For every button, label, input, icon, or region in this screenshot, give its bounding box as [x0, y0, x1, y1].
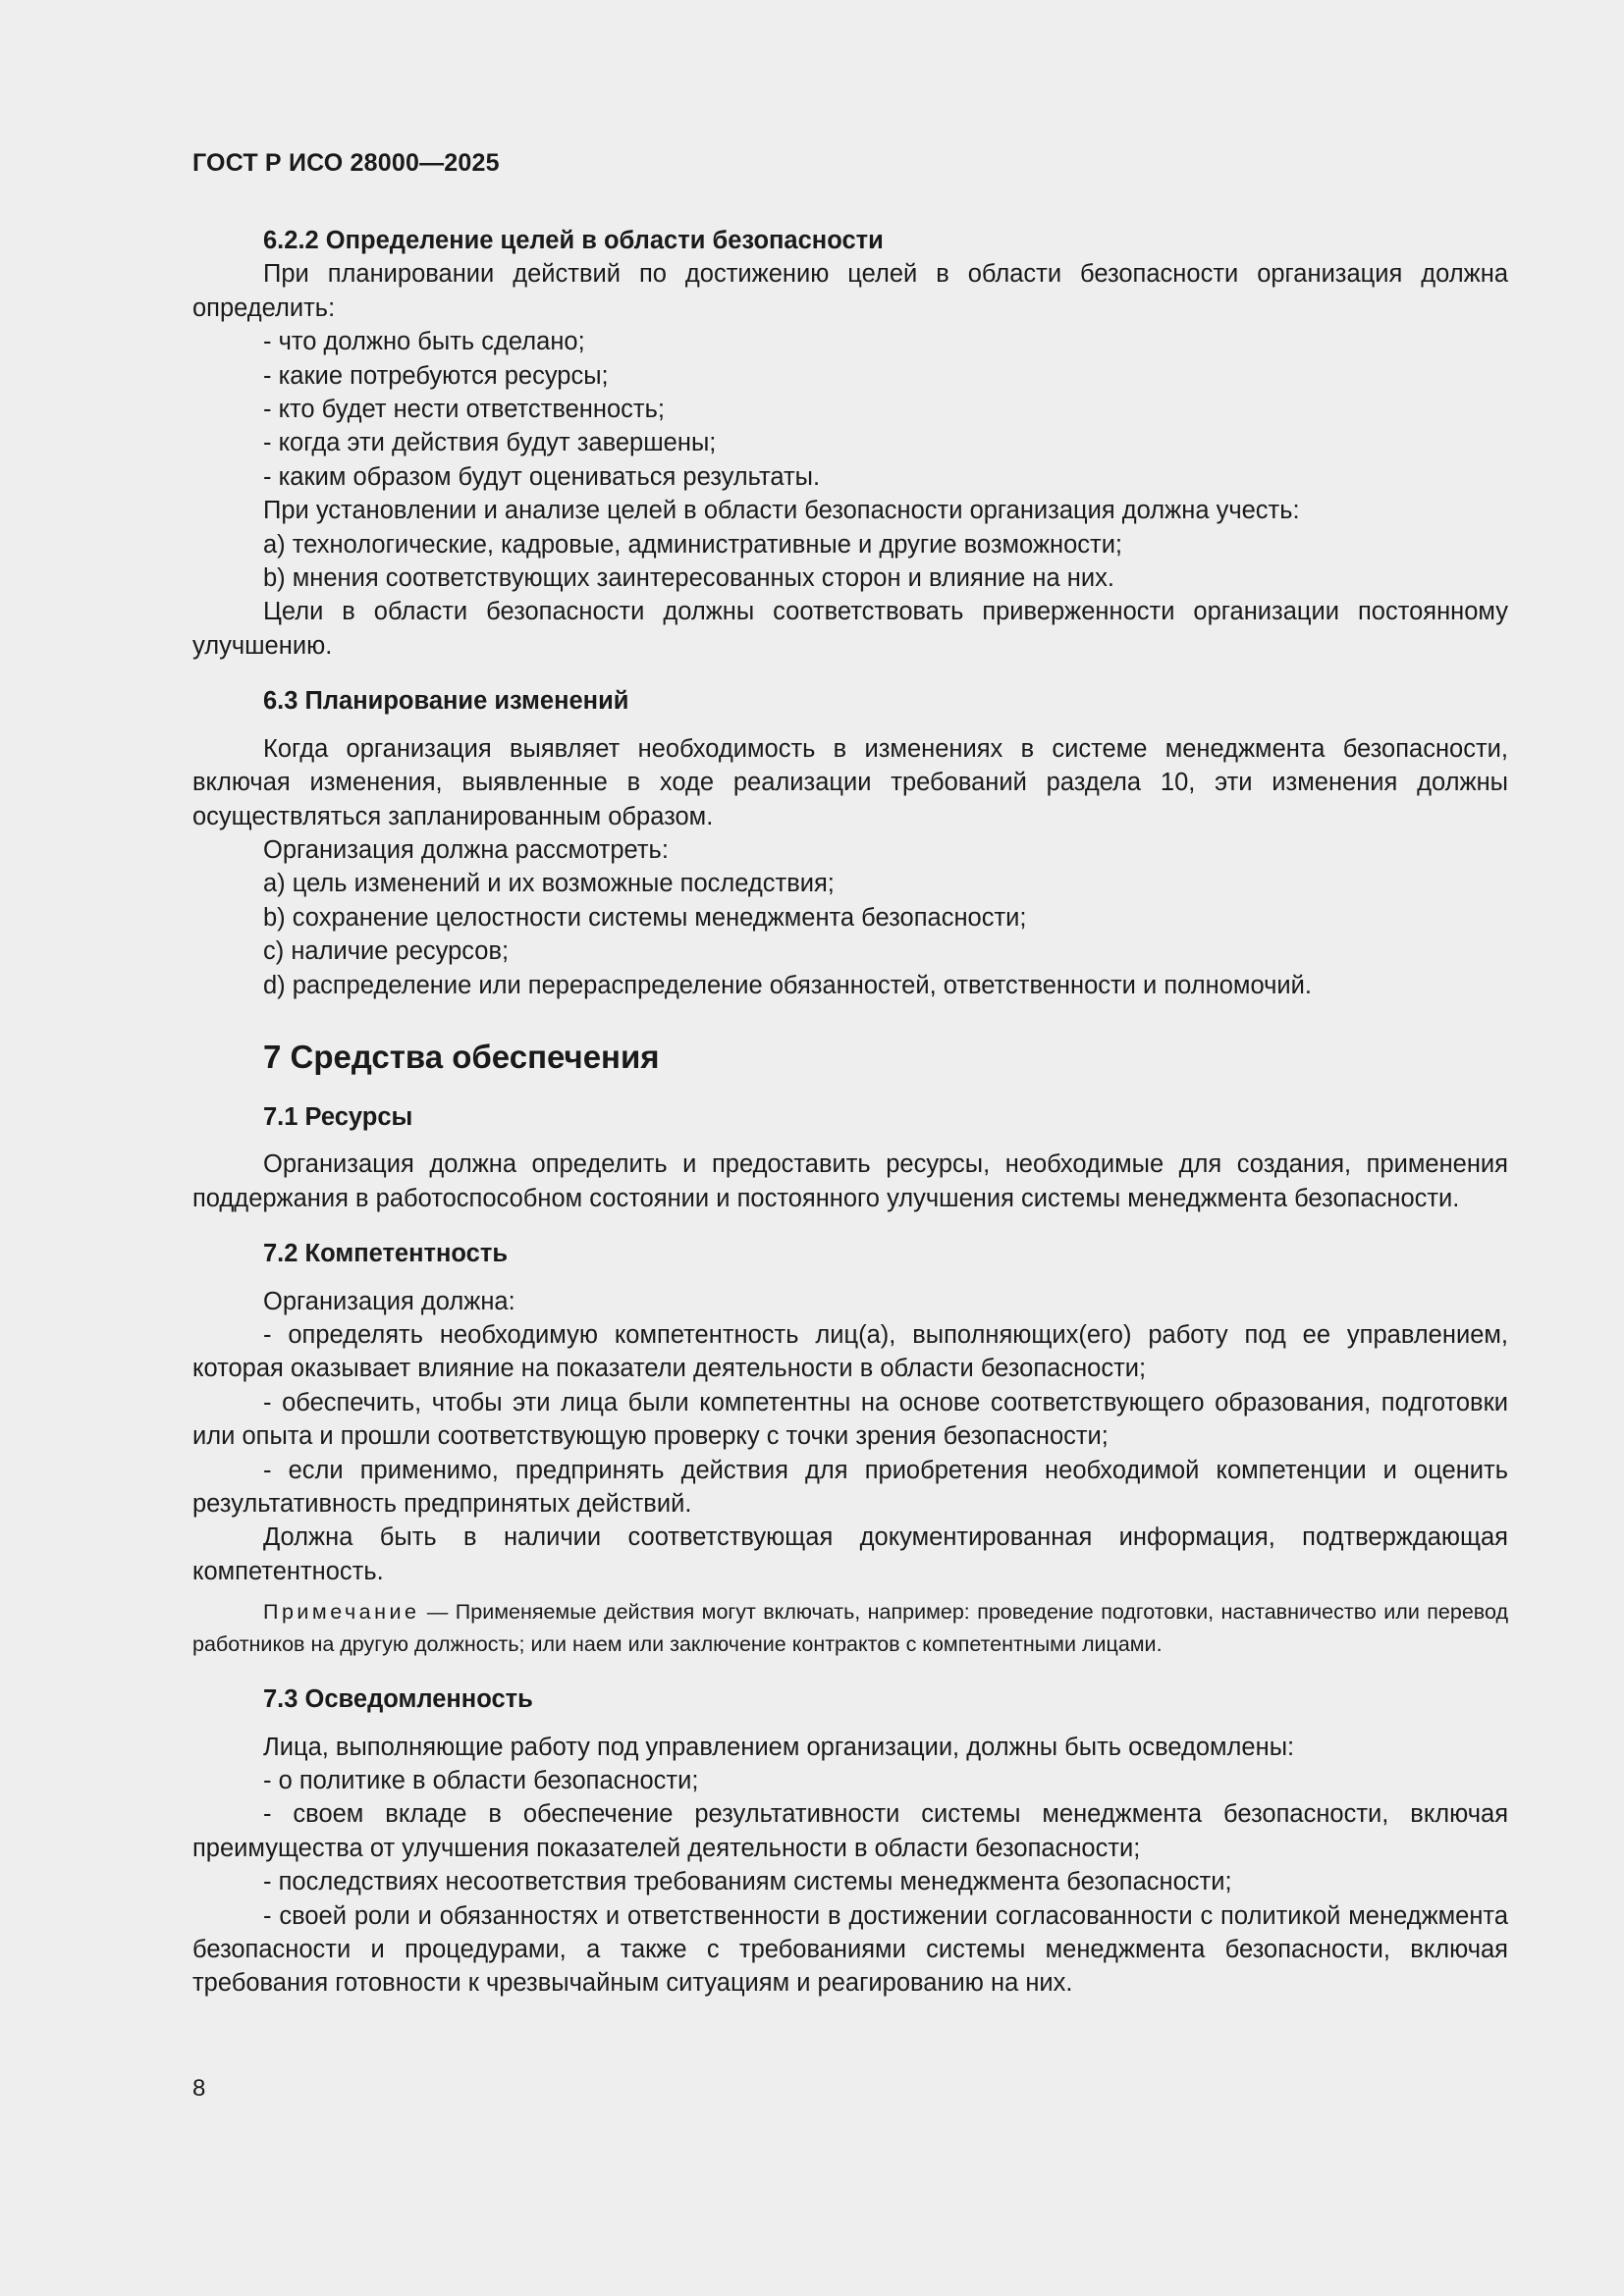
clause-7-1-heading: 7.1 Ресурсы [263, 1102, 413, 1131]
clause-6-3-paragraph: Когда организация выявляет необходимость в изменениях в системе менеджмента безопасности, включая изменения, выявленные в ходе реализации требований раздела 10, эти изменения должны осуществляться запланированным образом. [192, 734, 1508, 830]
document-body [192, 224, 1508, 2001]
clause-6-2-2-intro: При планировании действий по достижению целей в области безопасности организация должна определить: [192, 260, 1508, 322]
list-item: - обеспечить, чтобы эти лица были компетентны на основе соответствующего образования, подготовки или опыта и прошли соответствующую проверку с точки зрения безопасности; [192, 1388, 1508, 1451]
clause-6-2-2-intro2: При установлении и анализе целей в области безопасности организация должна учесть: [263, 497, 1300, 525]
note-text: — Применяемые действия могут включать, например: проведение подготовки, наставничество или перевод работников на другую должность; или наем или заключение контрактов с компетентными лицами. [192, 1600, 1508, 1657]
list-item: - если применимо, предпринять действия для приобретения необходимой компетенции и оценить результативность предпринятых действий. [192, 1456, 1508, 1518]
note-label: Примечание [263, 1600, 420, 1625]
list-item: - своем вкладе в обеспечение результативности системы менеджмента безопасности, включая преимущества от улучшения показателей деятельности в области безопасности; [192, 1800, 1508, 1862]
list-item: a) цель изменений и их возможные последствия; [263, 870, 835, 898]
list-item: - каким образом будут оцениваться результаты. [263, 462, 821, 491]
clause-7-3-heading: 7.3 Осведомленность [263, 1685, 533, 1714]
list-item: - о политике в области безопасности; [263, 1767, 699, 1795]
clause-6-3-heading: 6.3 Планирование изменений [263, 687, 629, 716]
list-item: - кто будет нести ответственность; [263, 396, 665, 424]
clause-6-2-2-closing: Цели в области безопасности должны соответствовать приверженности организации постоянному улучшению. [192, 598, 1508, 660]
list-item: - какие потребуются ресурсы; [263, 361, 609, 390]
clause-7-2-heading: 7.2 Компетентность [263, 1240, 508, 1268]
list-item: c) наличие ресурсов; [263, 937, 510, 966]
list-item: d) распределение или перераспределение обязанностей, ответственности и полномочий. [263, 971, 1312, 999]
clause-6-2-2-heading: 6.2.2 Определение целей в области безопасности [263, 227, 884, 254]
list-item: a) технологические, кадровые, административные и другие возможности; [263, 530, 1123, 559]
list-item: - последствиях несоответствия требованиям системы менеджмента безопасности; [263, 1868, 1232, 1896]
list-item: b) мнения соответствующих заинтересованных сторон и влияние на них. [263, 564, 1114, 593]
section-7-heading: 7 Средства обеспечения [263, 1038, 660, 1075]
clause-7-2-intro: Организация должна: [263, 1287, 515, 1315]
clause-7-2-closing: Должна быть в наличии соответствующая документированная информация, подтверждающая компетентность. [192, 1523, 1508, 1585]
list-item: - когда эти действия будут завершены; [263, 429, 717, 457]
note-block [192, 1596, 1508, 1661]
document-id-header: ГОСТ Р ИСО 28000—2025 [192, 149, 500, 177]
list-item: - что должно быть сделано; [263, 328, 585, 356]
list-item: - своей роли и обязанностях и ответственности в достижении согласованности с политикой менеджмента безопасности и процедурами, а также с требованиями системы менеджмента безопасности, включая требования готовности к чрезвычайным ситуациям и реагированию на них. [192, 1901, 1508, 1998]
page-number: 8 [192, 2075, 206, 2102]
list-item: b) сохранение целостности системы менеджмента безопасности; [263, 903, 1027, 932]
clause-7-1-paragraph: Организация должна определить и предоставить ресурсы, необходимые для создания, применения поддержания в работоспособном состоянии и постоянного улучшения системы менеджмента безопасности. [192, 1150, 1508, 1212]
clause-7-3-intro: Лица, выполняющие работу под управлением организации, должны быть осведомлены: [263, 1733, 1295, 1761]
clause-6-3-intro: Организация должна рассмотреть: [263, 835, 669, 864]
list-item: - определять необходимую компетентность лиц(а), выполняющих(его) работу под ее управлением, которая оказывает влияние на показатели деятельности в области безопасности; [192, 1320, 1508, 1383]
